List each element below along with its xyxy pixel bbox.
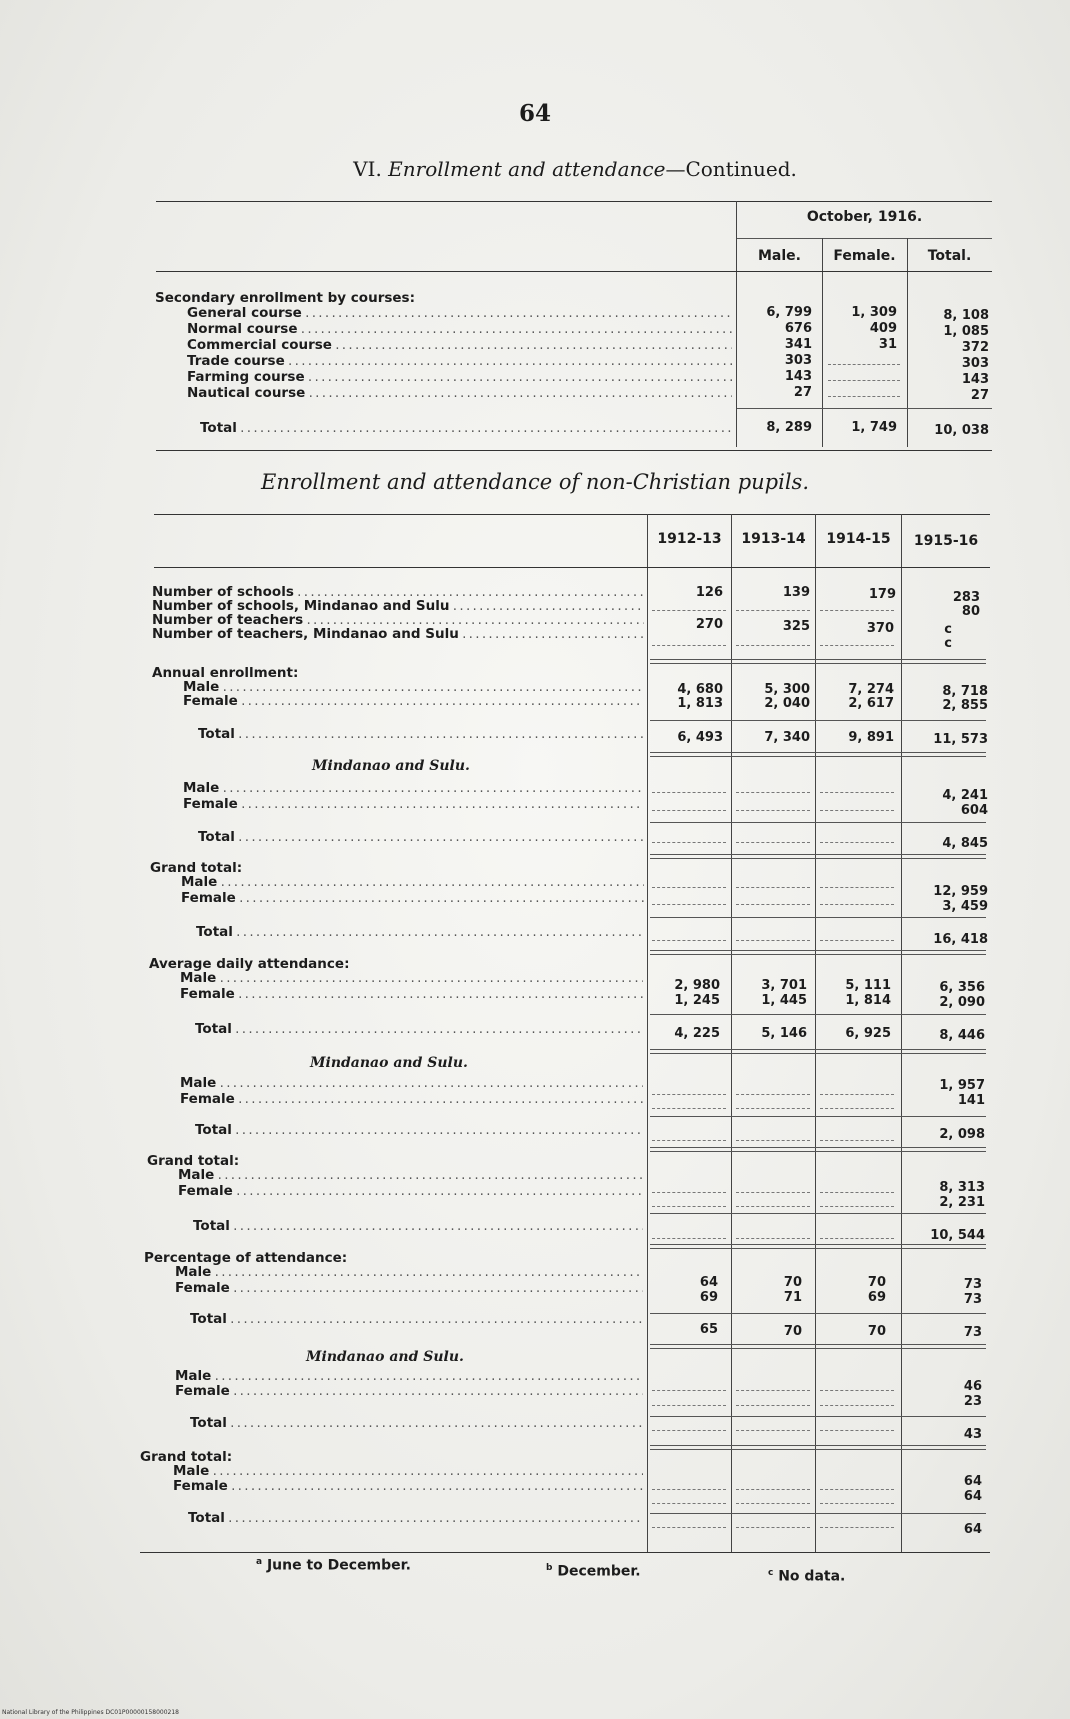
table2-cell: 69	[867, 1290, 886, 1305]
table1-col-male: Male.	[758, 248, 801, 264]
table2-total-label: Total . . .	[195, 1021, 643, 1037]
table1-total-cell: 10, 038	[934, 423, 989, 438]
table1-section-label: Secondary enrollment by courses:	[155, 290, 415, 306]
table2-cell: 9, 891	[848, 730, 894, 745]
table2-row-label: Female . . .	[181, 890, 644, 906]
table2-cell: 6, 925	[845, 1026, 891, 1041]
table1-cell: 1, 309	[851, 305, 897, 320]
table2-cell: 4, 225	[674, 1026, 720, 1041]
table1-cell: 341	[784, 337, 812, 352]
table2-cell: 70	[783, 1275, 802, 1290]
table2-total-label: Total . . .	[188, 1510, 643, 1526]
table2-total-label: Total . . .	[190, 1311, 643, 1327]
table2-cell: 4, 680	[677, 682, 723, 697]
footnote: $^c$ No data.	[768, 1568, 846, 1585]
table2-cell: 64	[963, 1474, 982, 1489]
table2-col: 1912-13	[657, 531, 722, 547]
table2-row-label: Female . . .	[183, 796, 644, 812]
table2-cell: 604	[960, 803, 988, 818]
table1-cell: 27	[970, 388, 989, 403]
table2-cell: 7, 274	[848, 682, 894, 697]
table1-col-female: Female.	[833, 248, 896, 264]
table2-total-label: Total . . .	[198, 829, 644, 845]
footnote: $^b$ December.	[546, 1563, 641, 1580]
table2-cell: 5, 146	[761, 1026, 807, 1041]
table1-row-label: Farming course . . .	[187, 369, 732, 385]
table2-section-label: Average daily attendance:	[149, 956, 350, 972]
table2-cell: 1, 813	[677, 696, 723, 711]
table1-cell: 303	[961, 356, 989, 371]
table2-cell: 2, 231	[939, 1195, 985, 1210]
table1-cell: 409	[869, 321, 897, 336]
table2-cell: 11, 573	[933, 732, 988, 747]
table2-cell: 126	[695, 585, 723, 600]
table2-cell: 139	[782, 585, 810, 600]
table2-cell: c	[944, 636, 952, 651]
table2-cell: 46	[963, 1379, 982, 1394]
table2-title: Enrollment and attendance of non-Christian pupils.	[261, 470, 809, 494]
table2-cell: c	[944, 622, 952, 637]
table2-section-label: Annual enrollment:	[152, 665, 299, 681]
table2-section-label: Grand total:	[140, 1449, 233, 1465]
table1-cell: 8, 108	[943, 308, 989, 323]
table2-cell: 64	[699, 1275, 718, 1290]
mindanao-sulu-heading: Mindanao and Sulu.	[312, 758, 470, 774]
table2-cell: 73	[963, 1292, 982, 1307]
table2-col: 1914-15	[826, 531, 891, 547]
table2-cell: 23	[963, 1394, 982, 1409]
table2-total-label: Total . . .	[195, 1122, 643, 1138]
table2-cell: 1, 245	[674, 993, 720, 1008]
table2-total-label: Total . . .	[190, 1415, 643, 1431]
table2-row-label: Female . . .	[178, 1183, 643, 1199]
table2-cell: 6, 356	[939, 980, 985, 995]
table1-row-label: Normal course . . .	[187, 321, 732, 337]
table2-cell: 283	[952, 590, 980, 605]
table2-cell: 2, 980	[674, 978, 720, 993]
table2-cell: 6, 493	[677, 730, 723, 745]
table2-cell: 325	[782, 619, 810, 634]
table2-col: 1915-16	[913, 533, 979, 549]
table1-total-cell: 8, 289	[766, 420, 812, 435]
table2-row-label: Male . . .	[183, 679, 644, 695]
table2-cell: 73	[963, 1325, 982, 1340]
table2-section-label: Grand total:	[150, 860, 243, 876]
table2-row-label: Male . . .	[183, 780, 644, 796]
table1-cell: 676	[784, 321, 812, 336]
table2-cell: 70	[867, 1324, 886, 1339]
table2-cell: 370	[866, 621, 894, 636]
footnote: $^a$ June to December.	[256, 1557, 411, 1574]
table2-cell: 8, 446	[939, 1028, 985, 1043]
table1-row-label: Trade course . . .	[187, 353, 732, 369]
table2-section-label: Percentage of attendance:	[144, 1250, 348, 1266]
table2-total-label: Total . . .	[196, 924, 644, 940]
table1-cell: 27	[793, 385, 812, 400]
table2-row-label: Female . . .	[173, 1478, 643, 1494]
table2-row-label: Number of schools, Mindanao and Sulu . . .	[152, 598, 644, 614]
table2-cell: 65	[699, 1322, 718, 1337]
table2-cell: 16, 418	[933, 932, 988, 947]
table2-row-label: Male . . .	[181, 874, 644, 890]
table1-title	[40, 157, 1070, 181]
table2-cell: 7, 340	[764, 730, 810, 745]
table2-cell: 69	[699, 1290, 718, 1305]
table2-row-label: Male . . .	[173, 1463, 643, 1479]
table2-row-label: Number of teachers, Mindanao and Sulu . . .	[152, 626, 644, 642]
table2-row-label: Number of schools . . .	[152, 584, 644, 600]
table2-cell: 5, 300	[764, 682, 810, 697]
table2-cell: 1, 445	[761, 993, 807, 1008]
table2-cell: 4, 241	[942, 788, 988, 803]
mindanao-sulu-heading: Mindanao and Sulu.	[310, 1055, 468, 1071]
table2-cell: 2, 090	[939, 995, 985, 1010]
table1-cell: 372	[961, 340, 989, 355]
table2-row-label: Number of teachers . . .	[152, 612, 644, 628]
table2-cell: 10, 544	[930, 1228, 985, 1243]
table2-cell: 8, 718	[942, 684, 988, 699]
table2-cell: 3, 701	[761, 978, 807, 993]
table2-total-label: Total . . .	[198, 726, 644, 742]
table2-cell: 3, 459	[942, 899, 988, 914]
table2-cell: 2, 855	[942, 698, 988, 713]
table2-cell: 43	[963, 1427, 982, 1442]
table2-cell: 2, 040	[764, 696, 810, 711]
table1-cell: 6, 799	[766, 305, 812, 320]
table2-row-label: Female . . .	[180, 986, 643, 1002]
table1-title-prefix: VI.	[353, 157, 382, 181]
table2-cell: 2, 098	[939, 1127, 985, 1142]
table2-cell: 8, 313	[939, 1180, 985, 1195]
table1-col-total: Total.	[927, 248, 972, 264]
table1-period: October, 1916.	[806, 209, 923, 225]
table2-row-label: Female . . .	[180, 1091, 643, 1107]
table2-cell: 5, 111	[845, 978, 891, 993]
table2-cell: 80	[961, 604, 980, 619]
table2-cell: 70	[783, 1324, 802, 1339]
table2-cell: 64	[963, 1522, 982, 1537]
table2-row-label: Male . . .	[175, 1264, 643, 1280]
table2-row-label: Male . . .	[180, 970, 643, 986]
table2-row-label: Male . . .	[180, 1075, 643, 1091]
table2-row-label: Female . . .	[175, 1383, 643, 1399]
table2-row-label: Female . . .	[183, 693, 644, 709]
table2-total-label: Total . . .	[193, 1218, 643, 1234]
table1-row-label: Commercial course . . .	[187, 337, 732, 353]
page-number: 64	[518, 100, 551, 127]
table2-cell: 1, 814	[845, 993, 891, 1008]
table2-cell: 70	[867, 1275, 886, 1290]
table2-cell: 270	[695, 617, 723, 632]
table1-title-suffix: —Continued.	[665, 157, 797, 181]
table1-row-label: General course . . .	[187, 305, 732, 321]
table2-cell: 71	[783, 1290, 802, 1305]
table1-cell: 303	[784, 353, 812, 368]
table2-cell: 73	[963, 1277, 982, 1292]
table2-row-label: Male . . .	[175, 1368, 643, 1384]
library-imprint: National Library of the Philippines DC01P00000158000218	[2, 1709, 179, 1716]
table1-cell: 1, 085	[943, 324, 989, 339]
table1-total-label: Total . . .	[200, 420, 732, 436]
table2-section-label: Grand total:	[147, 1153, 240, 1169]
table2-cell: 4, 845	[942, 836, 988, 851]
table2-cell: 179	[868, 587, 896, 602]
table1-row-label: Nautical course . . .	[187, 385, 732, 401]
table2-row-label: Male . . .	[178, 1167, 643, 1183]
table1-title-italic: Enrollment and attendance	[388, 157, 666, 181]
mindanao-sulu-heading: Mindanao and Sulu.	[306, 1349, 464, 1365]
table2-row-label: Female . . .	[175, 1280, 643, 1296]
table2-cell: 2, 617	[848, 696, 894, 711]
table2-cell: 141	[957, 1093, 985, 1108]
table1-cell: 143	[961, 372, 989, 387]
table1-cell: 31	[878, 337, 897, 352]
table2-cell: 1, 957	[939, 1078, 985, 1093]
table2-col: 1913-14	[741, 531, 806, 547]
table2-cell: 12, 959	[933, 884, 988, 899]
table1-total-cell: 1, 749	[851, 420, 897, 435]
table2-cell: 64	[963, 1489, 982, 1504]
table1-cell: 143	[784, 369, 812, 384]
